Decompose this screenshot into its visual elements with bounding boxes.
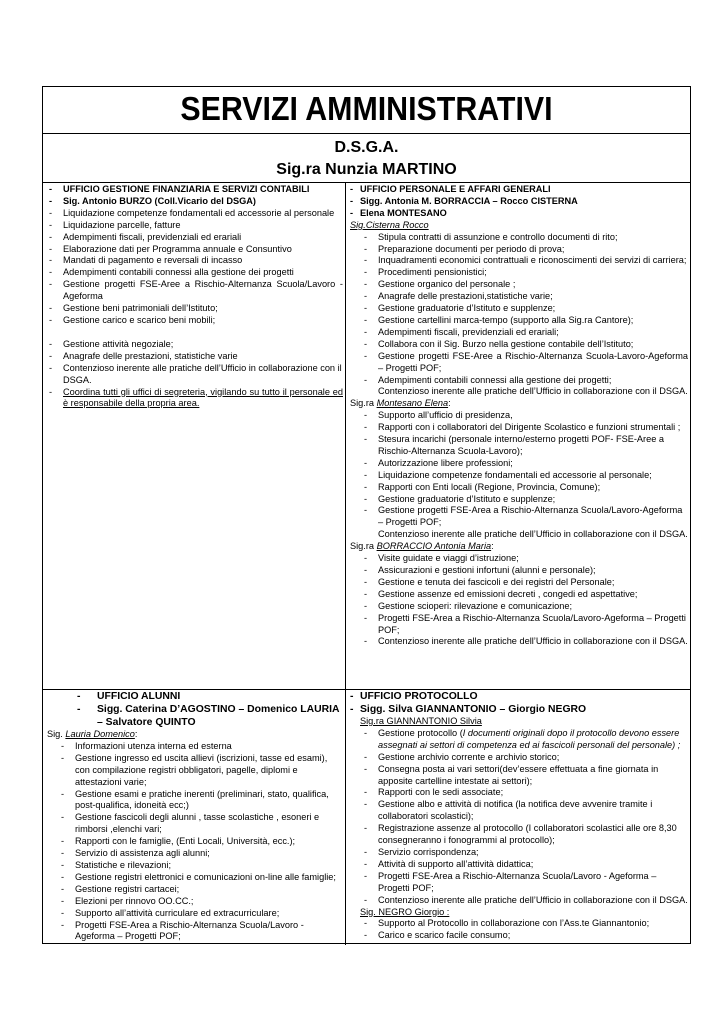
dsga-name: Sig.ra Nunzia MARTINO [276,161,457,178]
list-item: - Gestione progetti FSE-Area a Rischio-Alternanza Scuola/Lavoro-Ageforma – Progetti POF; [364,505,683,528]
list-item: - Gestione carico e scarico beni mobili; [49,314,216,325]
list-item: - Gestione organico del personale ; [364,279,516,290]
column-divider [345,183,346,945]
section-heading: - UFFICIO PROTOCOLLO [350,691,478,702]
note-line: Contenzioso inerente alle pratiche dell’Ufficio in collaborazione con il DSGA. [378,529,688,540]
staff-line: - Elena MONTESANO [350,207,447,218]
list-item: - Progetti FSE-Area a Rischio-Alternanza Scuola/Lavoro - Ageforma – Progetti POF; [61,919,304,942]
list-item: - Mandati di pagamento e reversali di incasso [49,255,243,266]
list-item: - Elezioni per rinnovo OO.CC.; [61,895,194,906]
list-item: - Gestione cartellini marca-tempo (supporto alla Sig.ra Cantore); [364,314,634,325]
list-item: - Rapporti con i collaboratori del Dirigente Scolastico e funzioni strumentali ; [364,422,681,433]
title-row [43,87,690,134]
list-item: - Gestione assenze ed emissioni decreti , congedi ed aspettative; [364,588,638,599]
list-item: - Gestione archivio corrente e archivio storico; [364,751,560,762]
staff-line: - Sigg. Caterina D’AGOSTINO – Domenico LAURIA – Salvatore QUINTO [77,704,340,728]
ufficio-finanziaria-cell [47,184,343,410]
dsga-label: D.S.G.A. [334,139,399,156]
list-item: - Supporto al Protocollo in collaborazione con l’Ass.te Giannantonio; [364,918,650,929]
list-item: - Anagrafe delle prestazioni,statistiche varie; [364,291,553,302]
list-item: - Stipula contratti di assunzione e controllo documenti di rito; [364,231,618,242]
document-table [42,86,691,944]
list-item: - Progetti FSE-Area a Rischio-Alternanza Scuola/Lavoro-Ageforma – Progetti POF; [364,612,686,635]
person-heading: Sig. Lauria Domenico: [47,729,138,739]
list-item: - Gestione beni patrimoniali dell’Istituto; [49,303,218,314]
list-item: - Rapporti con Enti locali (Regione, Provincia, Comune); [364,481,601,492]
list-item: - Gestione scioperi: rilevazione e comunicazione; [364,600,573,611]
list-item: - Adempimenti fiscali, previdenziali ed erariali; [364,326,559,337]
list-item: - Contenzioso inerente alle pratiche dell’Ufficio in collaborazione con il DSGA. [49,362,342,385]
section-heading: - UFFICIO PERSONALE E AFFARI GENERALI [350,184,551,194]
staff-line: - Sigg. Antonia M. BORRACCIA – Rocco CISTERNA [350,195,578,206]
list-item: - Autorizzazione libere professioni; [364,457,513,468]
list-item: - Collabora con il Sig. Burzo nella gestione contabile dell’Istituto; [364,338,634,349]
dsga-header [43,134,690,183]
list-item: - Adempimenti contabili connessi alla gestione dei progetti; [364,374,612,385]
list-item: - Gestione graduatorie d’Istituto e supplenze; [364,493,556,504]
person-heading: Sig.ra GIANNANTONIO Silvia [360,716,482,726]
list-item: - Contenzioso inerente alle pratiche dell’Ufficio in collaborazione con il DSGA. [364,894,688,905]
list-item: - Liquidazione parcelle, fatture [49,219,181,230]
list-item: - Contenzioso inerente alle pratiche dell’Ufficio in collaborazione con il DSGA. [364,636,688,647]
list-item: - Rapporti con le sedi associate; [364,787,504,798]
list-item: - Gestione progetti FSE-Aree a Rischio-Alternanza Scuola/Lavoro - Ageforma [49,279,343,302]
ufficio-alunni-cell [47,690,343,943]
list-item: - Statistiche e rilevazioni; [61,859,172,870]
person-heading: Sig. NEGRO Giorgio : [360,906,450,917]
person-heading: Sig.ra BORRACCIO Antonia Maria: [350,541,494,552]
list-item: - Stesura incarichi (personale interno/esterno progetti POF- FSE-Aree a Rischio-Alternanza Scuola-Lavoro); [364,434,664,456]
list-item: - Visite guidate e viaggi d’istruzione; [364,553,519,564]
list-item: - Gestione albo e attività di notifica (la notifica deve avvenire tramite i collaboratori scolastici); [364,799,653,822]
list-item: - Gestione protocollo (I documenti originali dopo il protocollo devono essere assegnati ai settori di competenza ed ai fascicoli personali del personale) ; [364,727,681,750]
list-item: - Gestione registri elettronici e comunicazioni on-line alle famiglie; [61,871,336,882]
list-item: - Carico e scarico facile consumo; [364,930,511,941]
person-heading: Sig.Cisterna Rocco [350,219,429,230]
list-item: - Gestione fascicoli degli alunni , tasse scolastiche , esoneri e rimborsi ,elenchi vari; [61,812,320,835]
staff-line: - Sigg. Silva GIANNANTONIO – Giorgio NEGRO [350,704,587,715]
list-item: - Inquadramenti economici contrattuali e riconoscimenti dei servizi di carriera; [364,255,687,266]
list-item: - Gestione e tenuta dei fascicoli e dei registri del Personale; [364,576,615,587]
section-heading: - UFFICIO GESTIONE FINANZIARIA E SERVIZI CONTABILI [49,184,310,194]
page-title: SERVIZI AMMINISTRATIVI [180,90,553,127]
person-heading: Sig.ra Montesano Elena: [350,398,451,409]
list-item: - Adempimenti fiscali, previdenziali ed erariali [49,231,242,242]
list-item: - Gestione ingresso ed uscita allievi (iscrizioni, tasse ed esami), con compilazione registri obbligatori, pagelle, diplomi e attestazioni varie; [61,752,328,787]
list-item: - Gestione attività negoziale; [49,338,174,349]
list-item: - Servizio corrispondenza; [364,846,479,857]
note-line: Contenzioso inerente alle pratiche dell’Ufficio in collaborazione con il DSGA. [378,386,688,397]
list-item: - Informazioni utenza interna ed esterna [61,740,232,751]
list-item: - Assicurazioni e gestioni infortuni (alunni e personale); [364,565,596,575]
list-item: - Gestione progetti FSE-Aree a Rischio-Alternanza Scuola-Lavoro-Ageforma – Progetti POF; [364,350,688,373]
list-item: - Registrazione assenze al protocollo (I collaboratori scolastici alle ore 8,30 consegneranno i fonogrammi al protocollo); [364,823,677,846]
list-item: - Liquidazione competenze fondamentali ed accessorie al personale; [364,469,652,480]
list-item: - Supporto all’ufficio di presidenza, [364,410,513,421]
section-heading: - UFFICIO ALUNNI [77,691,181,702]
list-item: - Gestione registri cartacei; [61,883,180,894]
list-item: - Preparazione documenti per periodo di prova; [364,243,565,254]
staff-line: - Sig. Antonio BURZO (Coll.Vicario del DSGA) [49,195,256,206]
ufficio-protocollo-cell [350,690,688,942]
coordination-note: - Coordina tutti gli uffici di segreteria, vigilando su tutto il personale ed è responsabile della propria area. [49,386,343,409]
list-item: - Servizio di assistenza agli alunni; [61,848,210,859]
list-item: - Adempimenti contabili connessi alla gestione dei progetti [49,267,294,278]
list-item: - Gestione graduatorie d’Istituto e supplenze; [364,303,556,314]
list-item: - Liquidazione competenze fondamentali ed accessorie al personale [49,207,335,218]
list-item: - Procedimenti pensionistici; [364,267,487,278]
list-item: - Elaborazione dati per Programma annuale e Consuntivo [49,243,292,254]
list-item: - Gestione esami e pratiche inerenti (preliminari, stato, qualifica, post-qualifica, idoneità ecc;) [61,788,329,811]
list-item: - Consegna posta ai vari settori(dev’essere effettuata a fine giornata in apposite cartelline intestate ai settori); [364,763,659,786]
list-item: - Rapporti con le famiglie, (Enti Locali, Università, ecc.); [61,836,296,847]
list-item: - Progetti FSE-Area a Rischio-Alternanza Scuola/Lavoro - Ageforma – Progetti POF; [364,870,657,893]
ufficio-personale-cell [350,184,688,648]
list-item: - Supporto all’attività curriculare ed extracurriculare; [61,907,280,918]
list-item: - Anagrafe delle prestazioni, statistiche varie [49,350,238,361]
list-item: - Attività di supporto all’attività didattica; [364,858,534,869]
